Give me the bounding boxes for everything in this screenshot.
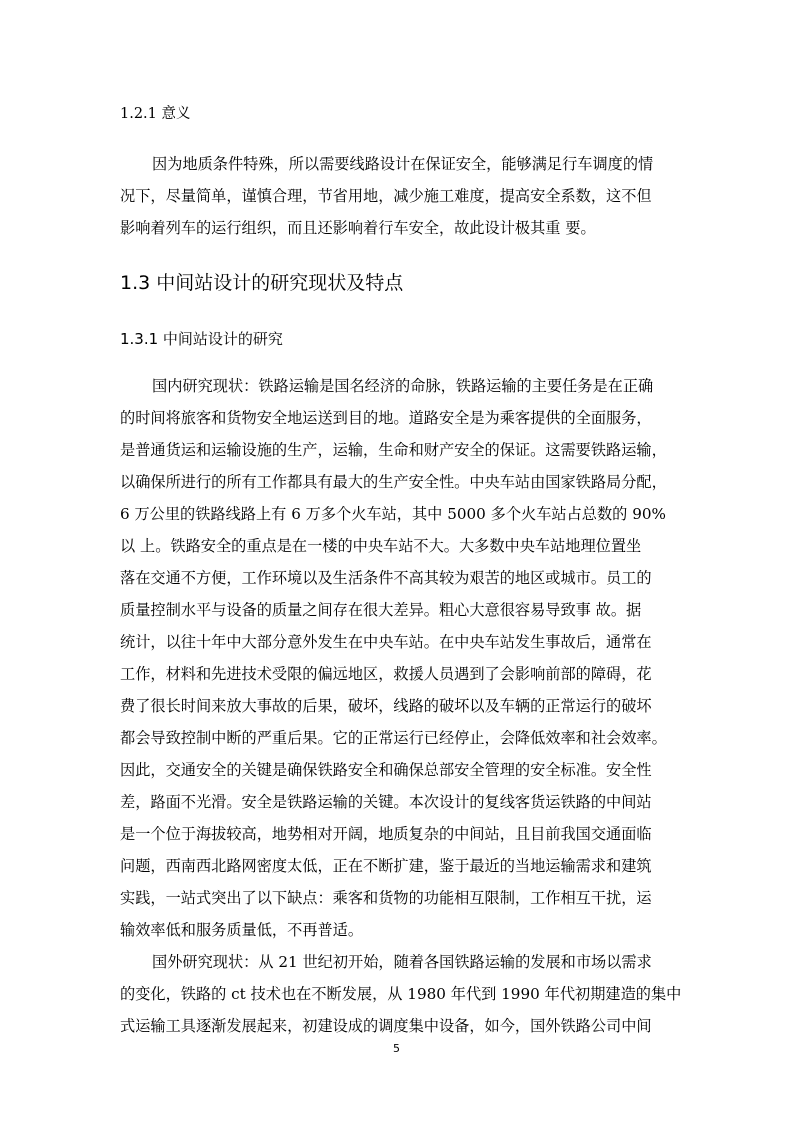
- section-heading-1-3-1: 1.3.1 中间站设计的研究: [120, 330, 283, 348]
- page-number: 5: [393, 1042, 400, 1055]
- paragraph-line: 是一个位于海拔较高，地势相对开阔，地质复杂的中间站，且目前我国交通面临: [120, 825, 652, 843]
- paragraph-line: 是普通货运和运输设施的生产，运输，生命和财产安全的保证。这需要铁路运输，: [120, 441, 667, 459]
- paragraph-line: 统计，以往十年中大部分意外发生在中央车站。在中央车站发生事故后，通常在: [120, 633, 652, 651]
- paragraph-line: 国外研究现状：从 21 世纪初开始，随着各国铁路运输的发展和市场以需求: [152, 953, 652, 971]
- paragraph-line: 因为地质条件特殊，所以需要线路设计在保证安全，能够满足行车调度的情: [152, 155, 654, 173]
- paragraph-line: 工作，材料和先进技术受限的偏远地区，救援人员遇到了会影响前部的障碍，花: [120, 665, 652, 683]
- paragraph-line: 式运输工具逐渐发展起来，初建设成的调度集中设备，如今，国外铁路公司中间: [120, 1017, 652, 1035]
- paragraph-line: 的时间将旅客和货物安全地运送到目的地。道路安全是为乘客提供的全面服务，: [120, 409, 652, 427]
- paragraph-line: 都会导致控制中断的严重后果。它的正常运行已经停止，会降低效率和社会效率。: [120, 729, 667, 747]
- paragraph-line: 国内研究现状：铁路运输是国名经济的命脉，铁路运输的主要任务是在正确: [152, 377, 654, 395]
- paragraph-line: 况下，尽量简单，谨慎合理，节省用地，减少施工难度，提高安全系数，这不但: [120, 187, 652, 205]
- paragraph-line: 6 万公里的铁路线路上有 6 万多个火车站，其中 5000 多个火车站占总数的 90%: [120, 505, 666, 523]
- paragraph-line: 输效率低和服务质量低，不再普适。: [120, 921, 363, 939]
- paragraph-line: 以 上。铁路安全的重点是在一楼的中央车站不大。大多数中央车站地理位置坐: [120, 537, 642, 555]
- paragraph-line: 因此，交通安全的关键是确保铁路安全和确保总部安全管理的安全标准。安全性: [120, 761, 652, 779]
- paragraph-line: 差，路面不光滑。安全是铁路运输的关键。本次设计的复线客货运铁路的中间站: [120, 793, 652, 811]
- paragraph-line: 质量控制水平与设备的质量之间存在很大差异。粗心大意很容易导致事 故。据: [120, 601, 642, 619]
- paragraph-line: 实践，一站式突出了以下缺点：乘客和货物的功能相互限制，工作相互干扰，运: [120, 889, 652, 907]
- paragraph-line: 问题，西南西北路网密度太低，正在不断扩建，鉴于最近的当地运输需求和建筑: [120, 857, 652, 875]
- paragraph-line: 的变化，铁路的 ct 技术也在不断发展，从 1980 年代到 1990 年代初期建造的集中: [120, 985, 682, 1003]
- paragraph-line: 费了很长时间来放大事故的后果，破坏，线路的破坏以及车辆的正常运行的破坏: [120, 697, 652, 715]
- section-heading-1-2-1: 1.2.1 意义: [120, 106, 191, 122]
- paragraph-line: 影响着列车的运行组织，而且还影响着行车安全，故此设计极其重 要。: [120, 219, 596, 237]
- section-heading-1-3: 1.3 中间站设计的研究现状及特点: [120, 272, 404, 294]
- paragraph-line: 以确保所进行的所有工作都具有最大的生产安全性。中央车站由国家铁路局分配，: [120, 473, 667, 491]
- paragraph-line: 落在交通不方便，工作环境以及生活条件不高其较为艰苦的地区或城市。员工的: [120, 569, 652, 587]
